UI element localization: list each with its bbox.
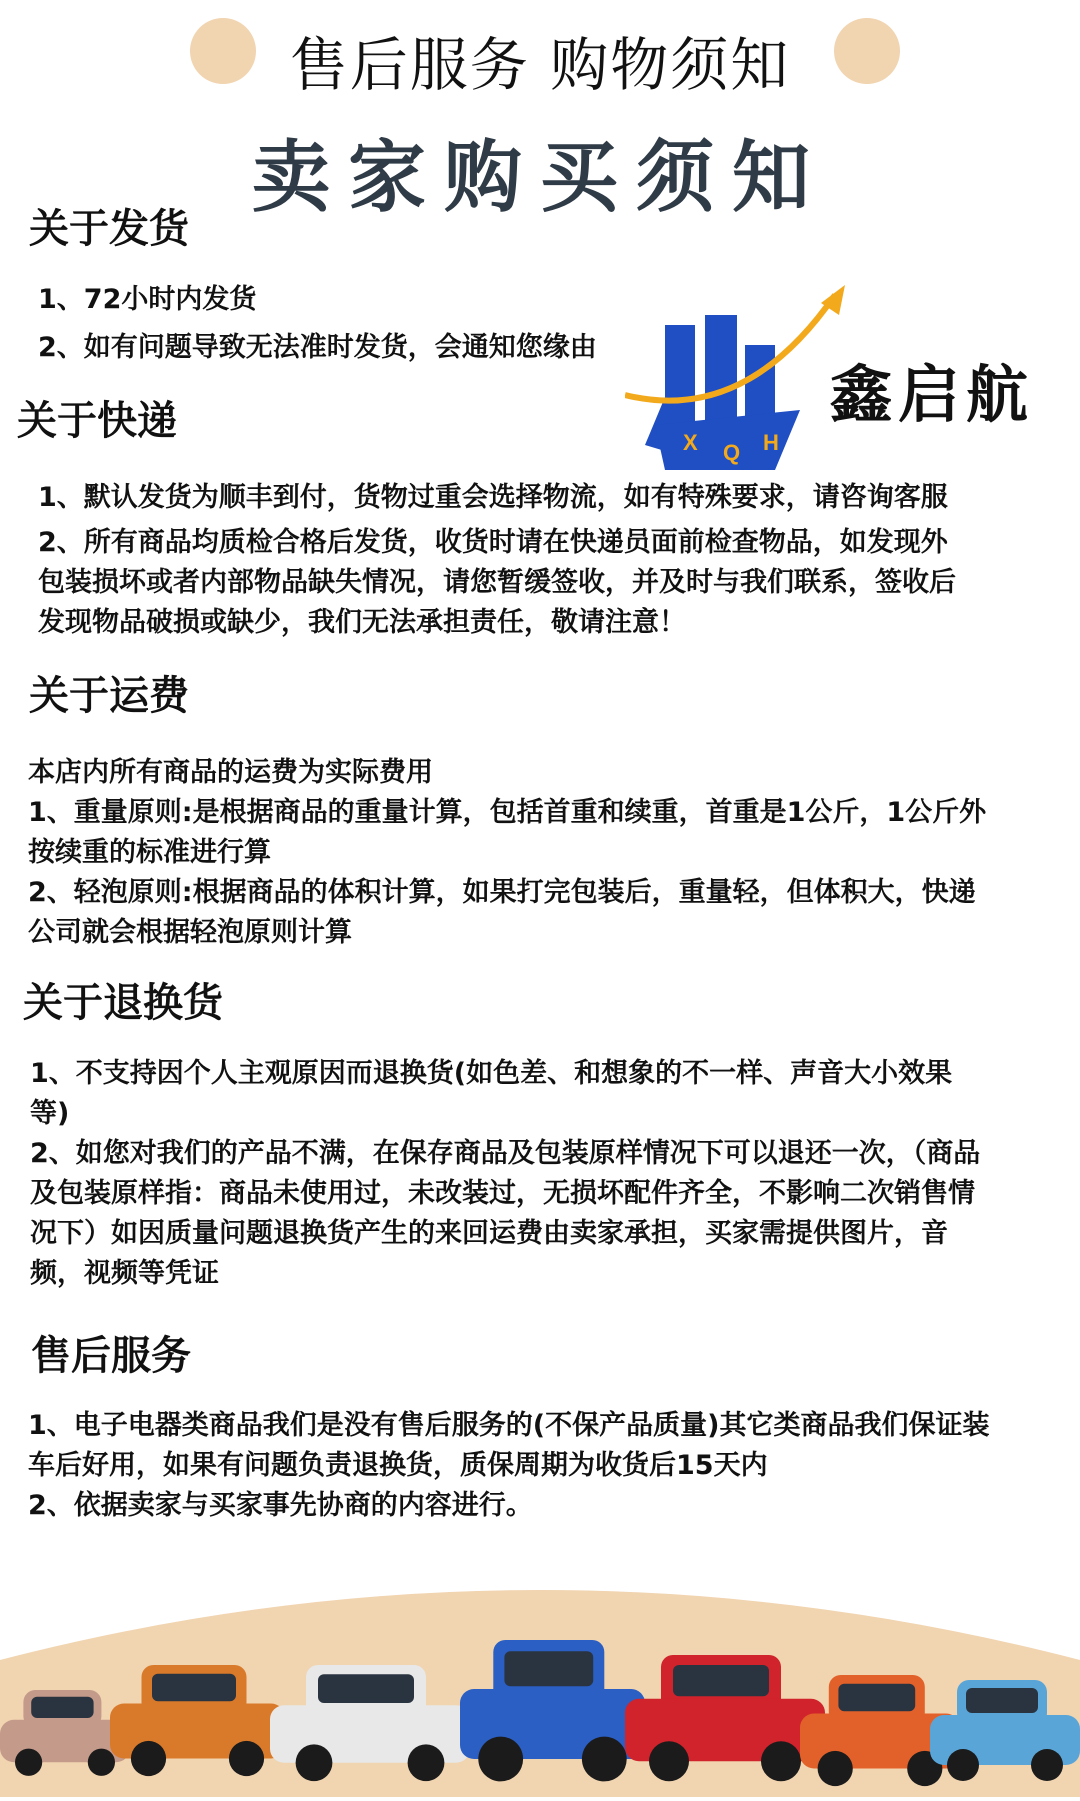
returns-line: 2、如您对我们的产品不满，在保存商品及包装原样情况下可以退还一次，（商品	[30, 1138, 981, 1169]
after-sales-line: 车后好用，如果有问题负责退换货，质保周期为收货后15天内	[28, 1450, 768, 1481]
section-heading-freight-label: 关于运费	[29, 673, 189, 719]
section-heading-returns	[15, 970, 293, 1036]
section-heading-after-sales-label: 售后服务	[31, 1333, 191, 1379]
freight-line: 公司就会根据轻泡原则计算	[28, 917, 352, 948]
after-sales-line: 1、电子电器类商品我们是没有售后服务的(不保产品质量)其它类商品我们保证装	[28, 1410, 990, 1441]
cars-illustration	[0, 1540, 1080, 1797]
page-subtitle: 售后服务 购物须知	[289, 31, 791, 99]
returns-line: 及包装原样指：商品未使用过，未改装过，无损坏配件齐全，不影响二次销售情	[30, 1178, 975, 1209]
section-heading-shipping	[15, 196, 250, 262]
svg-text:H: H	[763, 430, 779, 455]
shipping-line: 2、如有问题导致无法准时发货，会通知您缘由	[38, 332, 597, 363]
section-heading-freight	[15, 663, 250, 729]
footer-cars-banner	[0, 1540, 1080, 1797]
shipping-line: 1、72小时内发货	[38, 284, 257, 315]
section-heading-courier-label: 关于快递	[17, 398, 177, 444]
after-sales-line: 2、依据卖家与买家事先协商的内容进行。	[28, 1490, 533, 1521]
after-sales-text	[28, 1406, 989, 1526]
svg-text:X: X	[683, 430, 698, 455]
section-heading-shipping-label: 关于发货	[29, 206, 189, 252]
courier-line: 2、所有商品均质检合格后发货，收货时请在快递员面前检查物品，如发现外	[38, 527, 948, 558]
courier-line: 包装损坏或者内部物品缺失情况，请您暂缓签收，并及时与我们联系，签收后	[38, 567, 956, 598]
courier-line: 1、默认发货为顺丰到付，货物过重会选择物流，如有特殊要求，请咨询客服	[38, 482, 948, 513]
brand-name: 鑫启航	[830, 358, 1035, 431]
courier-line: 发现物品破损或缺少，我们无法承担责任，敬请注意！	[38, 607, 686, 638]
courier-text	[38, 478, 956, 643]
returns-line: 频，视频等凭证	[30, 1258, 219, 1289]
freight-text	[28, 753, 986, 953]
brand-logo	[625, 285, 1065, 475]
freight-line: 1、重量原则:是根据商品的重量计算，包括首重和续重，首重是1公斤，1公斤外	[28, 797, 987, 828]
returns-text	[30, 1054, 980, 1294]
freight-line: 本店内所有商品的运费为实际费用	[28, 757, 433, 788]
shipping-text	[38, 280, 597, 368]
svg-text:Q: Q	[723, 440, 741, 465]
freight-line: 2、轻泡原则:根据商品的体积计算，如果打完包装后，重量轻，但体积大，快递	[28, 877, 976, 908]
returns-line: 1、不支持因个人主观原因而退换货(如色差、和想象的不一样、声音大小效果	[30, 1058, 953, 1089]
returns-line: 况下）如因质量问题退换货产生的来回运费由卖家承担，买家需提供图片，音	[30, 1218, 948, 1249]
freight-line: 按续重的标准进行算	[28, 837, 271, 868]
section-heading-courier	[15, 388, 250, 454]
section-heading-after-sales	[15, 1323, 250, 1389]
returns-line: 等)	[30, 1098, 70, 1129]
page-title: 卖家购买须知	[251, 133, 828, 223]
section-heading-returns-label: 关于退换货	[23, 980, 223, 1026]
